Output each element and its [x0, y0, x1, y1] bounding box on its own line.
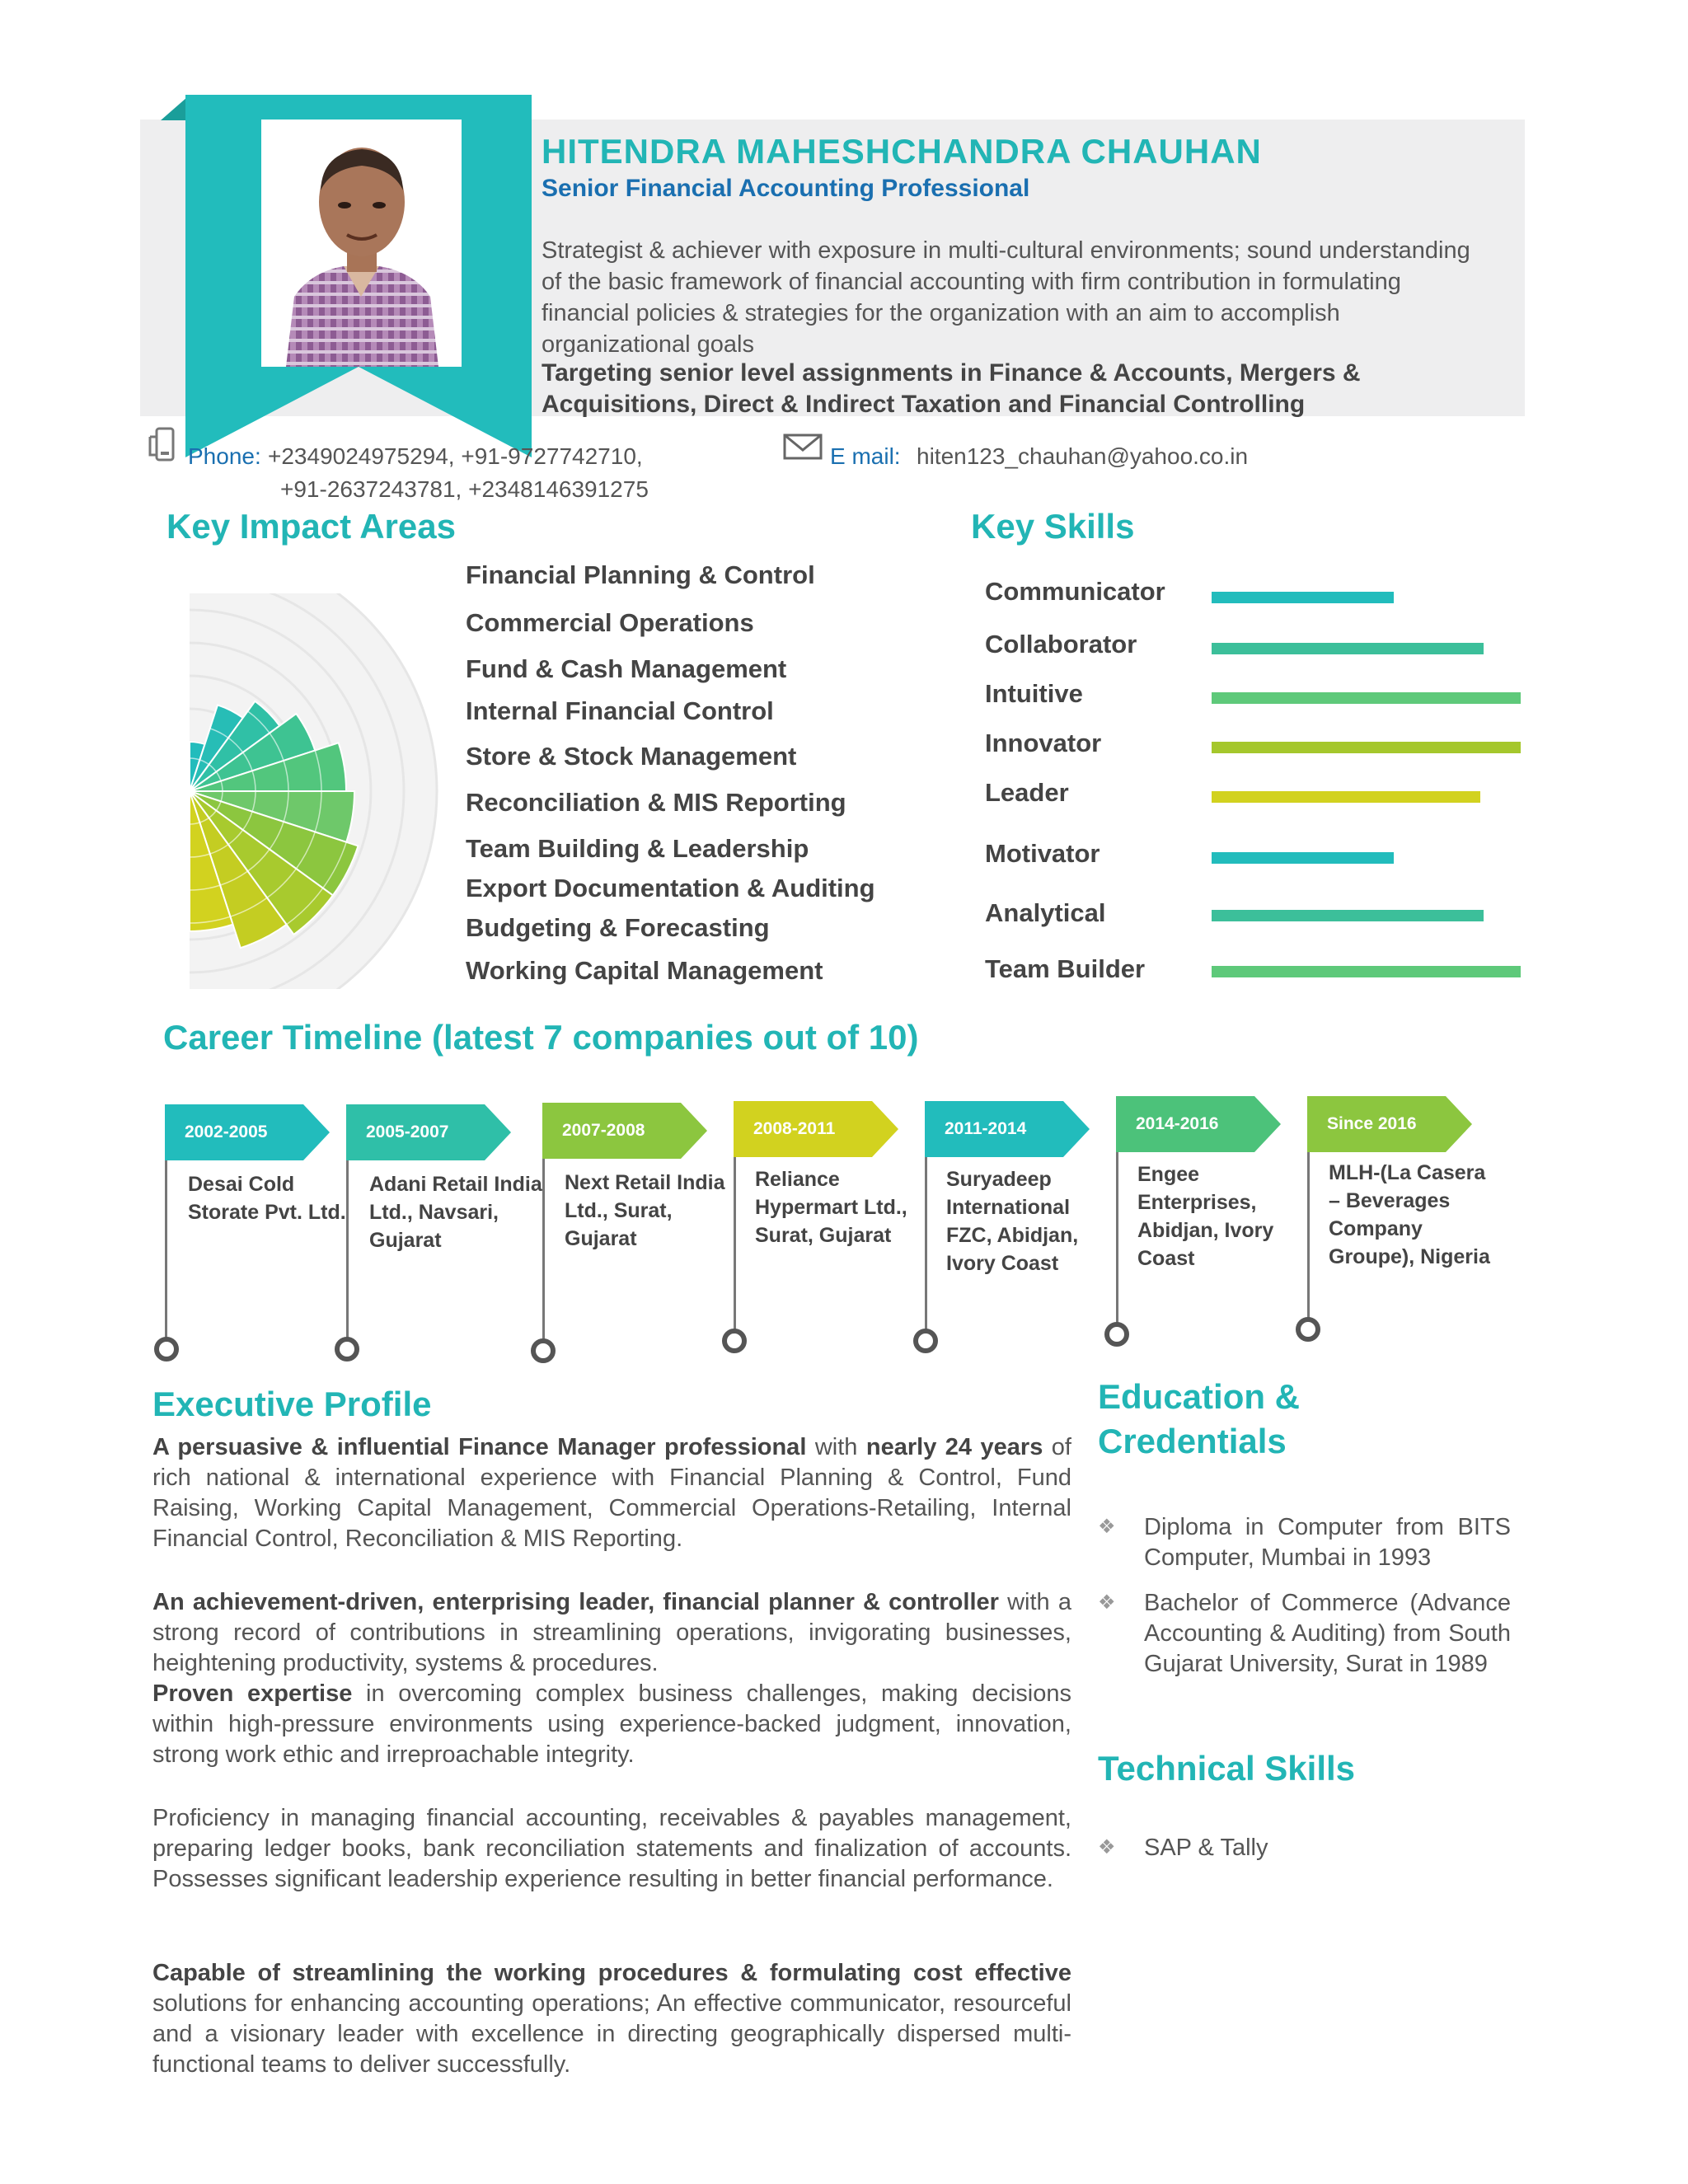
- impact-item: Commercial Operations: [466, 608, 754, 637]
- impact-item: Fund & Cash Management: [466, 654, 787, 683]
- phone-label: Phone:: [188, 443, 261, 469]
- phone-numbers-line-1: +2349024975294, +91-9727742710,: [268, 443, 643, 469]
- skill-bar: [1212, 742, 1521, 753]
- skill-bar: [1212, 910, 1484, 921]
- impact-areas-rose-chart: [173, 593, 445, 989]
- diamond-bullet-icon: ❖: [1098, 1591, 1116, 1614]
- target-statement: Targeting senior level assignments in Finance & Accounts, Mergers & Acquisitions, Direct & Indirect Taxation and Financial Controlling: [542, 359, 1361, 418]
- key-impact-areas-title: Key Impact Areas: [166, 507, 456, 546]
- skill-label: Motivator: [985, 839, 1100, 868]
- impact-item: Export Documentation & Auditing: [466, 874, 875, 902]
- skill-label: Analytical: [985, 898, 1106, 927]
- impact-item: Internal Financial Control: [466, 696, 774, 725]
- profile-text: with: [806, 1434, 866, 1460]
- skill-bar: [1212, 592, 1394, 603]
- profile-paragraph-2: [152, 1587, 1071, 1770]
- education-title-line: Education &: [1098, 1377, 1301, 1416]
- profile-emphasis: Proven expertise: [152, 1680, 353, 1707]
- timeline-company: Adani Retail India Ltd., Navsari, Gujarat: [369, 1173, 542, 1252]
- impact-item: Financial Planning & Control: [466, 560, 815, 589]
- career-timeline-title: Career Timeline (latest 7 companies out of 10): [163, 1018, 919, 1057]
- profile-paragraph-4: [152, 1958, 1071, 2080]
- profile-text: with a strong record of contributions in streamlining operations, invigorating businesses, heightening productivity, systems & procedures.: [152, 1589, 1071, 1676]
- technical-skill-item: SAP & Tally: [1144, 1835, 1268, 1861]
- education-title-line: Credentials: [1098, 1422, 1287, 1460]
- impact-item: Reconciliation & MIS Reporting: [466, 788, 846, 817]
- timeline-node: [1296, 1317, 1320, 1342]
- diamond-bullet-icon: ❖: [1098, 1836, 1116, 1858]
- timeline-node: [531, 1338, 556, 1363]
- profile-text: Proficiency in managing financial accounting, receivables & payables management, preparing ledger books, bank reconciliation statements and finalization of accounts. Possesses significant leadership experience resulting in better financial performance.: [152, 1805, 1071, 1892]
- email-address[interactable]: hiten123_chauhan@yahoo.co.in: [917, 443, 1249, 469]
- executive-profile-title: Executive Profile: [152, 1385, 432, 1423]
- skill-label: Team Builder: [985, 954, 1146, 983]
- timeline-period: 2011-2014: [945, 1119, 1027, 1138]
- phone-numbers-line-2: +91-2637243781, +2348146391275: [280, 476, 649, 502]
- email-label: E mail:: [830, 443, 901, 469]
- skill-bar: [1212, 643, 1484, 654]
- education-title: [1098, 1375, 1300, 1464]
- skill-label: Leader: [985, 778, 1069, 807]
- timeline-company: Reliance Hypermart Ltd., Surat, Gujarat: [755, 1168, 907, 1247]
- timeline-period: 2007-2008: [562, 1121, 645, 1140]
- profile-emphasis: Capable of streamlining the working procedures & formulating cost effective: [152, 1960, 1071, 1986]
- skill-label: Collaborator: [985, 630, 1137, 658]
- skill-bar: [1212, 791, 1480, 803]
- timeline-period: 2008-2011: [753, 1119, 836, 1138]
- timeline-node: [722, 1329, 747, 1353]
- skill-bar: [1212, 852, 1394, 864]
- profile-text: solutions for enhancing accounting operations; An effective communicator, resourceful and a visionary leader with excellence in directing geographically dispersed multi-functional teams to deliver successfully.: [152, 1990, 1071, 2078]
- timeline-period: 2002-2005: [185, 1122, 268, 1141]
- timeline-node: [1104, 1322, 1129, 1347]
- education-item: Bachelor of Commerce (Advance Accounting & Auditing) from South Gujarat University, Surat in 1989: [1144, 1590, 1511, 1677]
- timeline-company: Next Retail India Ltd., Surat, Gujarat: [565, 1171, 725, 1250]
- skill-label: Intuitive: [985, 679, 1083, 708]
- skill-label: Innovator: [985, 729, 1102, 757]
- timeline-node: [335, 1337, 359, 1361]
- timeline-node: [913, 1329, 938, 1353]
- impact-item: Working Capital Management: [466, 956, 823, 985]
- candidate-name: HITENDRA MAHESHCHANDRA CHAUHAN: [542, 132, 1262, 171]
- key-skills-title: Key Skills: [971, 507, 1135, 546]
- timeline-company: MLH-(La Casera – Beverages Company Groupe), Nigeria: [1329, 1161, 1490, 1268]
- timeline-company: Engee Enterprises, Abidjan, Ivory Coast: [1137, 1163, 1274, 1270]
- summary: Strategist & achiever with exposure in multi-cultural environments; sound understanding of the basic framework of financial accounting with firm contribution in formulating financial policies & strategies for the organization with an aim to accomplish organizational goals: [542, 237, 1470, 358]
- education-item: Diploma in Computer from BITS Computer, Mumbai in 1993: [1144, 1514, 1511, 1571]
- skill-bar: [1212, 966, 1521, 977]
- profile-photo: [261, 120, 462, 367]
- timeline-node: [154, 1337, 179, 1361]
- timeline-period: 2014-2016: [1136, 1114, 1219, 1133]
- skill-label: Communicator: [985, 577, 1165, 606]
- profile-emphasis: An achievement-driven, enterprising leader, financial planner & controller: [152, 1589, 999, 1615]
- profile-paragraph-1: [152, 1432, 1071, 1554]
- impact-item: Store & Stock Management: [466, 742, 797, 771]
- phone-icon: [148, 427, 178, 463]
- envelope-icon: [783, 434, 823, 460]
- diamond-bullet-icon: ❖: [1098, 1516, 1116, 1538]
- profile-emphasis: A persuasive & influential Finance Manager professional: [152, 1434, 807, 1460]
- profile-emphasis: nearly 24 years: [865, 1434, 1043, 1460]
- technical-skills-title: Technical Skills: [1098, 1749, 1356, 1788]
- impact-item: Team Building & Leadership: [466, 834, 809, 863]
- timeline-period: Since 2016: [1327, 1114, 1417, 1133]
- headline: Senior Financial Accounting Professional: [542, 175, 1030, 202]
- profile-paragraph-3: [152, 1803, 1071, 1895]
- profile-text: in overcoming complex business challenges, making decisions within high-pressure environments using experience-backed judgment, innovation, strong work ethic and irreproachable integrity.: [152, 1680, 1071, 1768]
- skill-bar: [1212, 692, 1521, 704]
- timeline-period: 2005-2007: [366, 1122, 449, 1141]
- profile-text: of rich national & international experience with Financial Planning & Control, Fund Raising, Working Capital Management, Commercial Operations-Retailing, Internal Financial Control, Reconciliation & MIS Reporting.: [152, 1434, 1071, 1552]
- timeline-company: Desai Cold Storate Pvt. Ltd.: [188, 1173, 346, 1224]
- impact-item: Budgeting & Forecasting: [466, 913, 770, 942]
- timeline-company: Suryadeep International FZC, Abidjan, Ivory Coast: [946, 1168, 1079, 1275]
- ribbon-fold: [161, 97, 187, 120]
